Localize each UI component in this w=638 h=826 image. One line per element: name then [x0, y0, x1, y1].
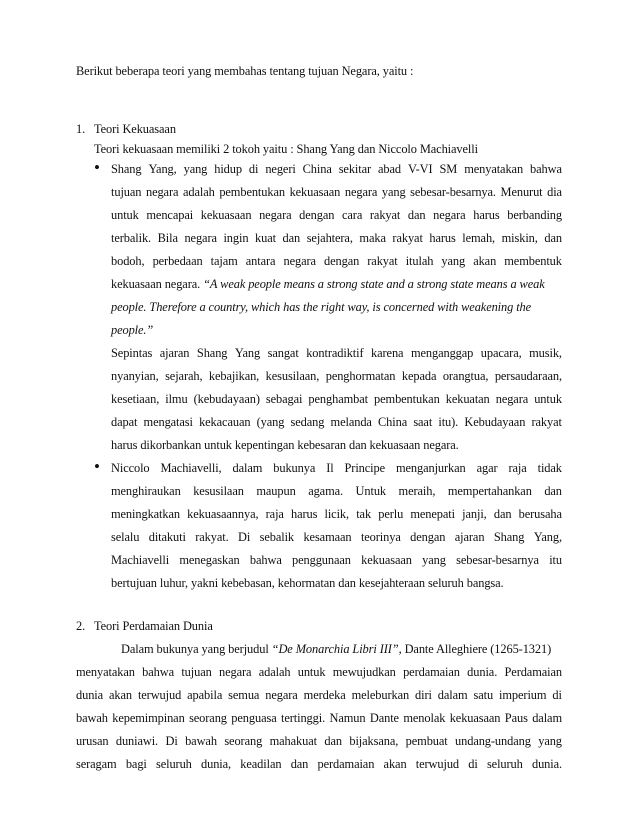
bullet1-para2-line: dapat mengatasi kekacauan (yang sedang melanda China saat itu). Kebudayaan rakyat	[111, 415, 562, 429]
bullet2-line: selalu ditakuti rakyat. Di sebalik kesamaan teorinya dengan ajaran Shang Yang,	[111, 530, 562, 544]
bullet1-para2-line: nyanyian, sejarah, kebajikan, kesusilaan, penghormatan kepada orangtua, persaudaraan,	[111, 369, 562, 383]
bullet2-line: Niccolo Machiavelli, dalam bukunya Il Principe menganjurkan agar raja tidak	[111, 461, 562, 475]
bullet2-line: bertujuan luhur, yakni kebebasan, kehormatan dan kesejahteraan seluruh bangsa.	[111, 576, 504, 590]
intro-text: Berikut beberapa teori yang membahas tentang tujuan Negara, yaitu :	[76, 64, 414, 78]
bullet-icon	[94, 464, 102, 472]
bullet1-quote-part3: people.”	[111, 323, 154, 337]
bullet1-para2-line: Sepintas ajaran Shang Yang sangat kontradiktif karena menganggap upacara, musik,	[111, 346, 562, 360]
section2-first-line	[121, 641, 551, 657]
bullet1-line: untuk mencapai kekuasaan negara dengan cara rakyat dan negara harus berbanding	[111, 208, 562, 222]
section2-line1-plain: Dalam bukunya yang berjudul	[121, 642, 272, 656]
section2-line: menyatakan bahwa tujuan negara adalah untuk mewujudkan perdamaian dunia. Perdamaian	[76, 665, 562, 679]
section1-title: Teori Kekuasaan	[94, 122, 176, 136]
section2-number: 2.	[76, 619, 86, 633]
bullet1-para2-line: kesetiaan, ilmu (kebudayaan) sebagai penghambat pembentukan kekuatan negara untuk	[111, 392, 562, 406]
section2-line1-end: , Dante Alleghiere (1265-1321)	[398, 642, 552, 656]
section2-line: bawah kepemimpinan seorang penguasa tertinggi. Namun Dante menolak kekuasaan Paus dalam	[76, 711, 562, 725]
bullet1-line: tujuan negara adalah pembentukan kekuasaan negara yang sebesar-besarnya. Menurut dia	[111, 185, 562, 199]
bullet1-quote-part1: “A weak people means a strong state and a strong state means a weak	[203, 277, 545, 291]
section2-line: seragam bagi seluruh dunia, keadilan dan perdamaian akan terwujud di seluruh dunia.	[76, 757, 562, 771]
bullet2-line: meningkatkan kekuasaannya, raja harus licik, tak perlu menepati janji, dan berusaha	[111, 507, 562, 521]
section1-number: 1.	[76, 122, 86, 136]
bullet1-line: terbalik. Bila negara ingin kuat dan sejahtera, maka rakyat harus lemah, miskin, dan	[111, 231, 562, 245]
bullet1-line6-plain: kekuasaan negara.	[111, 277, 204, 291]
bullet1-line: Shang Yang, yang hidup di negeri China sekitar abad V-VI SM menyatakan bahwa	[111, 162, 562, 176]
bullet1-line-quote-start	[111, 276, 562, 292]
section2-title: Teori Perdamaian Dunia	[94, 619, 213, 633]
section2-line: dunia akan terwujud apabila semua negara merdeka meleburkan diri dalam satu imperium di	[76, 688, 562, 702]
bullet2-line: Machiavelli menegaskan bahwa penggunaan kekuasaan yang sebesar-besarnya itu	[111, 553, 562, 567]
section1-subtitle: Teori kekuasaan memiliki 2 tokoh yaitu : Shang Yang dan Niccolo Machiavelli	[94, 142, 478, 156]
book-title: “De Monarchia Libri III”	[271, 642, 399, 656]
bullet1-para2-line: harus dikorbankan untuk kepentingan kebesaran dan kekuasaan negara.	[111, 438, 459, 452]
bullet2-line: menghiraukan kesusilaan maupun agama. Untuk meraih, mempertahankan dan	[111, 484, 562, 498]
bullet1-line: bodoh, perbedaan tajam antara negara dengan rakyat itulah yang akan membentuk	[111, 254, 562, 268]
bullet1-quote-part2: people. Therefore a country, which has the right way, is concerned with weakening the	[111, 300, 532, 314]
section2-line: urusan duniawi. Di bawah seorang mahakuat dan bijaksana, pembuat undang-undang yang	[76, 734, 562, 748]
bullet-icon	[94, 165, 102, 173]
